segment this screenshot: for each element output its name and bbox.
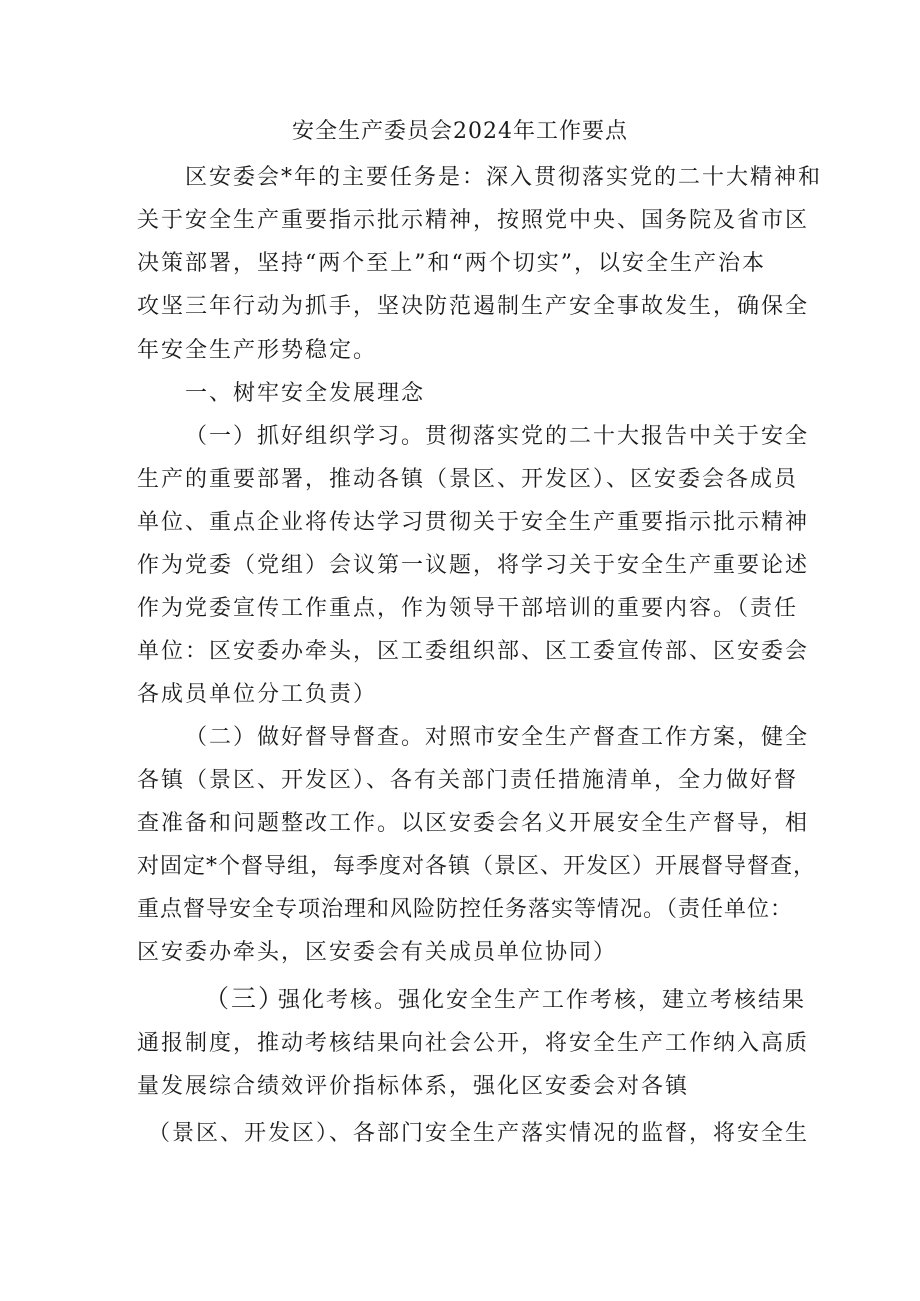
paragraph-line: 决策部署，坚持“两个至上”和“两个切实”，以安全生产治本 bbox=[137, 251, 766, 276]
paragraph-line: 通报制度，推动考核结果向社会公开，将安全生产工作纳入高质 bbox=[137, 1031, 810, 1056]
paragraph-line: 作为党委（党组）会议第一议题，将学习关于安全生产重要论述 bbox=[137, 553, 810, 578]
paragraph-line: （景区、开发区）、各部门安全生产落实情况的监督，将安全生 bbox=[148, 1121, 810, 1146]
paragraph-line: 区安委办牵头，区安委会有关成员单位协同） bbox=[137, 940, 618, 965]
paragraph-line: 强化考核。强化安全生产工作考核，建立考核结果 bbox=[278, 988, 807, 1013]
paragraph-line: 单位：区安委办牵头，区工委组织部、区工委宣传部、区安委会 bbox=[137, 639, 810, 664]
paragraph-line: 单位、重点企业将传达学习贯彻关于安全生产重要指示批示精神 bbox=[137, 510, 810, 535]
paragraph-line: 各成员单位分工负责） bbox=[137, 682, 378, 707]
paragraph-line: 区安委会*年的主要任务是：深入贯彻落实党的二十大精神和 bbox=[185, 165, 823, 190]
paragraph-line: 重点督导安全专项治理和风险防控任务落实等情况。（责任单位： bbox=[137, 897, 794, 922]
paragraph-line: 对固定*个督导组，每季度对各镇（景区、开发区）开展督导督查， bbox=[137, 854, 817, 879]
paragraph-line: 生产的重要部署，推动各镇（景区、开发区）、区安委会各成员 bbox=[137, 467, 799, 492]
document-title: 安全生产委员会2024年工作要点 bbox=[292, 119, 628, 144]
paragraph-line: （二）做好督导督查。对照市安全生产督查工作方案，健全 bbox=[185, 725, 810, 750]
paragraph-line: 各镇（景区、开发区）、各有关部门责任措施清单，全力做好督 bbox=[137, 768, 799, 793]
paragraph-line: 关于安全生产重要指示批示精神，按照党中央、国务院及省市区 bbox=[137, 208, 810, 233]
section-heading: 一、树牢安全发展理念 bbox=[185, 381, 426, 406]
paragraph-line: 量发展综合绩效评价指标体系，强化区安委会对各镇 bbox=[137, 1074, 690, 1099]
paragraph-line: 作为党委宣传工作重点，作为领导干部培训的重要内容。（责任 bbox=[137, 596, 799, 621]
paragraph-line: 查准备和问题整改工作。以区安委会名义开展安全生产督导，相 bbox=[137, 811, 810, 836]
paragraph-line: 年安全生产形势稳定。 bbox=[137, 338, 378, 363]
item-number: （三） bbox=[204, 984, 286, 1013]
paragraph-line: 攻坚三年行动为抓手，坚决防范遏制生产安全事故发生，确保全 bbox=[137, 294, 810, 319]
paragraph-line: （一）抓好组织学习。贯彻落实党的二十大报告中关于安全 bbox=[185, 424, 810, 449]
